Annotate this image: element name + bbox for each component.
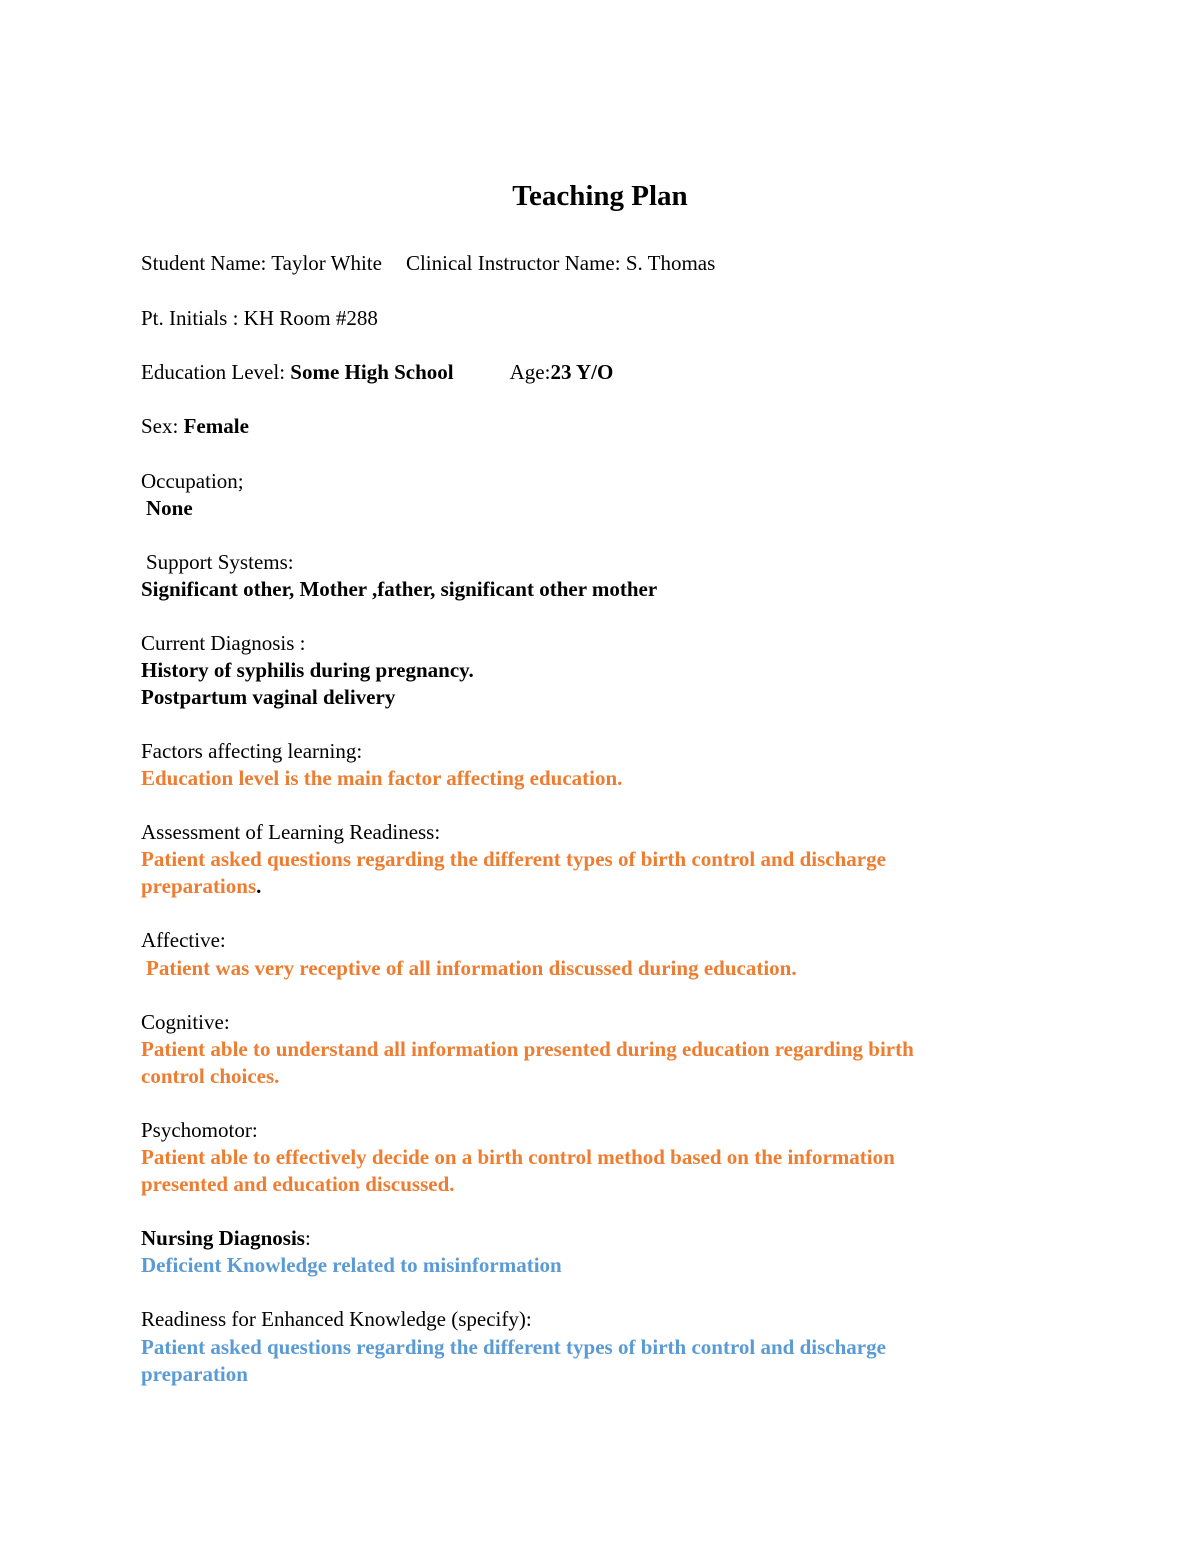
nursing-diagnosis-label: Nursing Diagnosis: [141, 1226, 305, 1250]
factors-value: Education level is the main factor affecting education.: [141, 766, 623, 790]
enhanced-knowledge-label: Readiness for Enhanced Knowledge (specify):: [141, 1307, 532, 1331]
instructor-label: Clinical Instructor Name:: [405, 251, 626, 275]
education-value: Some High School: [290, 360, 454, 384]
enhanced-knowledge-line-2: preparation: [141, 1362, 248, 1386]
psychomotor-label: Psychomotor:: [141, 1118, 258, 1142]
student-label: Student Name:: [141, 251, 272, 275]
readiness-period: .: [256, 874, 262, 898]
sex-label: Sex:: [141, 414, 184, 438]
diagnosis-line-2: Postpartum vaginal delivery: [141, 685, 396, 709]
diagnosis-line-1: History of syphilis during pregnancy.: [141, 658, 474, 682]
student-instructor-line: [141, 250, 715, 277]
readiness-line-1: Patient asked questions regarding the different types of birth control and discharge: [141, 847, 886, 871]
support-value: Significant other, Mother ,father, significant other mother: [141, 577, 658, 601]
sex-line: [141, 413, 249, 440]
readiness-label: Assessment of Learning Readiness:: [141, 820, 441, 844]
occupation-label: Occupation;: [141, 469, 244, 493]
nursing-diagnosis-colon: :: [304, 1226, 311, 1250]
occupation-value: None: [146, 496, 193, 520]
student-name: Taylor White: [271, 251, 382, 275]
pt-initials: Pt. Initials : KH Room #288: [141, 306, 378, 330]
factors-label: Factors affecting learning:: [141, 739, 363, 763]
diagnosis-label: Current Diagnosis :: [141, 631, 306, 655]
readiness-line-2-text: preparations: [141, 874, 257, 898]
sex-value: Female: [183, 414, 249, 438]
nursing-diagnosis-label-line: [141, 1225, 311, 1252]
psychomotor-line-2: presented and education discussed.: [141, 1172, 455, 1196]
enhanced-knowledge-line-1: Patient asked questions regarding the different types of birth control and discharge: [141, 1335, 886, 1359]
cognitive-line-2: control choices.: [141, 1064, 280, 1088]
readiness-line-2: [141, 873, 261, 900]
cognitive-label: Cognitive:: [141, 1010, 230, 1034]
education-age-line: [141, 359, 613, 386]
nursing-diagnosis-value: Deficient Knowledge related to misinformation: [141, 1253, 562, 1277]
education-label: Education Level:: [141, 360, 291, 384]
age-value: 23 Y/O: [550, 360, 614, 384]
document-title: Teaching Plan: [512, 180, 688, 212]
support-label: Support Systems:: [146, 550, 294, 574]
affective-value: Patient was very receptive of all information discussed during education.: [146, 956, 797, 980]
cognitive-line-1: Patient able to understand all information presented during education regarding birth: [141, 1037, 914, 1061]
psychomotor-line-1: Patient able to effectively decide on a birth control method based on the information: [141, 1145, 895, 1169]
age-label: Age:: [509, 360, 551, 384]
affective-label: Affective:: [141, 928, 226, 952]
instructor-name: S. Thomas: [625, 251, 716, 275]
